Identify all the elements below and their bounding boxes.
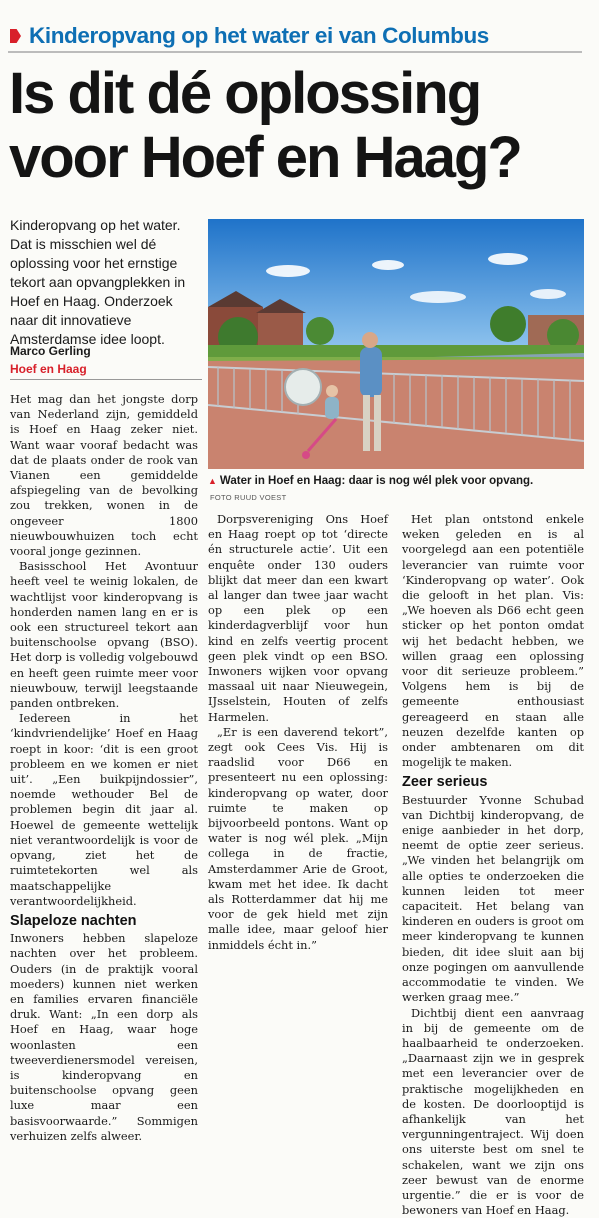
subheading: Zeer serieus	[402, 775, 584, 790]
body-paragraph: Iedereen in het ‘kindvriendelijke’ Hoef en Haag roept in koor: ‘dit is een groot probleem en we komen er niet uit’. „Een buikpijndossier”, noemde wethouder Bel de problemen begin dit jaar al. Hoewel de gemeente wettelijk niet verantwoordelijk is voor de opvang, ziet het de ruimtetekorten wel als maatschappelijke verantwoordelijkheid.	[10, 711, 198, 909]
photo-credit: FOTO RUUD VOEST	[210, 493, 286, 502]
byline-divider	[10, 379, 202, 380]
section-kicker	[10, 22, 585, 50]
body-paragraph: Het mag dan het jongste dorp van Nederland zijn, gemiddeld is Hoef en Haag zeker niet. Want waar vooraf bedacht was dat de plaats onder de rook van Vianen een gemiddelde afspiegeling van de bevolking zou trekken, wonen in de ongeveer 1800 nieuwbouwhuizen toch echt vooral jonge gezinnen.	[10, 392, 198, 559]
canal-bridge-photo	[208, 219, 584, 470]
headline-line-2: voor Hoef en Haag?	[9, 125, 521, 190]
kicker-divider	[8, 51, 582, 53]
caption-text: Water in Hoef en Haag: daar is nog wél plek voor opvang.	[220, 475, 533, 487]
dateline-place: Hoef en Haag	[10, 362, 87, 376]
kicker-text: Kinderopvang op het water ei van Columbus	[29, 23, 489, 49]
body-paragraph: Inwoners hebben slapeloze nachten over het probleem. Ouders (in de praktijk vooral moeders) kunnen niet werken en families ervaren financiële druk. Want: „In een dorp als Hoef en Haag, waar hoge woonlasten een tweeverdienersmodel vereisen, is kinderopvang en buitenschoolse opvang geen luxe maar een basisvoorwaarde.” Sommigen verhuizen zelfs alweer.	[10, 931, 198, 1144]
article-column-2	[208, 512, 388, 953]
intro-text: Kinderopvang op het water. Dat is misschien wel dé oplossing voor het ernstige tekort aan opvangplekken in Hoef en Haag. Onderzoek naar dit innovatieve Amsterdamse idee loopt.	[10, 216, 202, 349]
body-paragraph: „Er is een daverend tekort”, zegt ook Cees Vis. Hij is raadslid voor D66 en presenteert nu een oplossing: kinderopvang op water, door ruimte te maken op bijvoorbeeld pontons. Want op water is nog wél plek. „Mijn collega in de fractie, Amsterdammer Arie de Groot, kwam met het idee. Ik dacht als Rotterdammer dat hij me voor de gek hield met zijn malle idee, maar geloof hier inmiddels écht in.”	[208, 725, 388, 953]
body-paragraph: Bestuurder Yvonne Schubad van Dichtbij kinderopvang, de enige aanbieder in het dorp, neemt de optie zeer serieus. „We vinden het belangrijk om alle opties te onderzoeken die kunnen leiden tot meer capaciteit. Het belang van kinderen en ouders is groot om meer kinderopvang te kunnen bieden, dit idee sluit aan bij onze pogingen om aanvullende accommodatie te vinden. We werken graag mee.”	[402, 793, 584, 1006]
article-photo	[208, 219, 584, 470]
subheading: Slapeloze nachten	[10, 914, 198, 929]
caption-triangle-icon: ▲	[208, 476, 217, 486]
article-column-3	[402, 512, 584, 1218]
article-column-1	[10, 392, 198, 1144]
photo-caption	[208, 475, 588, 487]
body-paragraph: Dorpsvereniging Ons Hoef en Haag roept op tot ‘directe én structurele actie’. Uit een enquête onder 130 ouders blijkt dat meer dan een kwart al langer dan twee jaar wacht op een plek op een kinderdagverblijf voor hun kind en zelfs veertig procent geen plek vindt op een BSO. Inwoners wijken voor opvang massaal uit naar Nieuwegein, IJsselstein, Houten of zelfs Harmelen.	[208, 512, 388, 725]
author-name: Marco Gerling	[10, 344, 91, 358]
body-paragraph: Basisschool Het Avontuur heeft veel te weinig lokalen, de wachtlijst voor kinderopvang is honderden namen lang en er is ook een structureel tekort aan buitenschoolse opvang (BSO). Het dorp is volledig volgebouwd en heeft geen ruimte meer voor nieuwbouw, terwijl leegstaande panden ontbreken.	[10, 559, 198, 711]
body-paragraph: Dichtbij dient een aanvraag in bij de gemeente om de haalbaarheid te onderzoeken. „Daarnaast zijn we in gesprek met een leverancier over de praktische mogelijkheden en de kosten. De doorlooptijd is afhankelijk van het vergunningentraject. Wij doen ons uiterste best om snel te schakelen, want we zijn ons zeer bewust van de enorme urgentie.” die er is voor de bewoners van Hoef en Haag.	[402, 1006, 584, 1218]
headline-line-1: Is dit dé oplossing	[9, 61, 480, 126]
body-paragraph: Het plan ontstond enkele weken geleden en is al voorgelegd aan een potentiële leverancier van ruimte voor ‘Kinderopvang op water’. Ook die gelooft in het plan. Vis: „We hoeven als D66 echt geen sticker op het ponton omdat wij het bedacht hebben, we willen graag een oplossing voor dit serieuze probleem.” Volgens hem is bij de gemeente enthousiast gereageerd en staan alle neuzen dezelfde kanten op onder ambtenaren om dit mogelijk te maken.	[402, 512, 584, 770]
headline	[9, 62, 589, 190]
red-arrow-icon	[10, 29, 21, 43]
